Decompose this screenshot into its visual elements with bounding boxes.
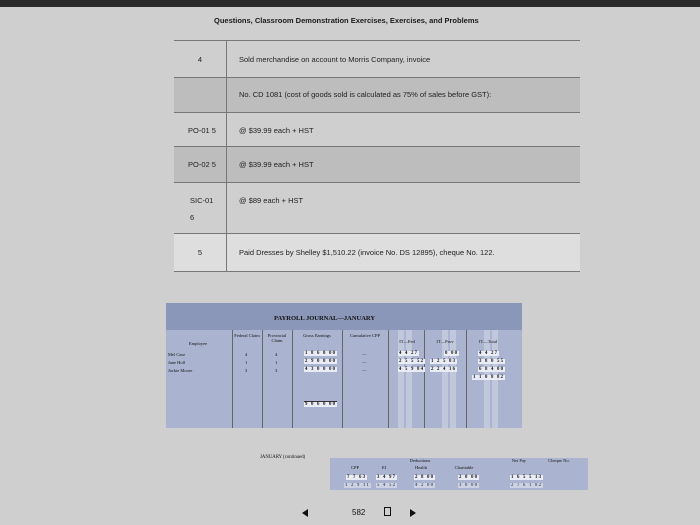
table-row <box>174 78 580 113</box>
row-quantity: 6 <box>190 213 195 222</box>
charitable-value: 3 0 00 <box>459 483 479 488</box>
row-text: @ $89 each + HST <box>239 196 304 205</box>
it-fed: 4 5 9 84 <box>399 367 425 372</box>
federal-claim: 3 <box>245 368 248 373</box>
it-fed: 2 5 5 52 <box>399 359 425 364</box>
cpp-value: 7 7 63 <box>347 475 367 480</box>
it-prov-header: IT—Prov <box>436 339 454 344</box>
gross-earnings: 2 9 0 0 00 <box>305 359 337 364</box>
federal-claim-header: Federal Claim <box>234 333 260 338</box>
federal-claim: 4 <box>245 352 248 357</box>
it-prov: 0 00 <box>445 351 459 356</box>
cumulative-cpp-header: Cumulative CPP <box>349 333 381 338</box>
net-pay-value: 2 7 6 1 82 <box>511 483 543 488</box>
employee-header: Employee <box>188 341 208 346</box>
health-header: Health <box>415 465 427 470</box>
journal-body <box>166 330 522 428</box>
continued-label: JANUARY (continued) <box>260 455 306 460</box>
cumulative-cpp: — <box>362 359 367 364</box>
table-row <box>174 41 580 78</box>
table-row <box>174 113 580 147</box>
it-fed: 4 4 27 <box>399 351 419 356</box>
row-text: Paid Dresses by Shelley $1,510.22 (invoice No. DS 12895), cheque No. 122. <box>239 248 495 257</box>
bookmark-icon[interactable] <box>384 507 391 516</box>
table-row <box>174 147 580 183</box>
health-value: 2 8 00 <box>415 475 435 480</box>
questions-table <box>174 40 580 272</box>
charitable-value: 2 0 00 <box>459 475 479 480</box>
ei-value: 3 4 97 <box>377 475 397 480</box>
it-total: 3 8 0 55 <box>479 359 505 364</box>
journal-title: PAYROLL JOURNAL—JANUARY <box>274 315 376 322</box>
net-pay-header: Net Pay <box>511 458 527 463</box>
row-number: 4 <box>197 55 203 64</box>
row-text: @ $39.99 each + HST <box>239 160 314 169</box>
gross-earnings: 4 3 0 0 00 <box>305 367 337 372</box>
row-code: PO-02 5 <box>188 160 216 169</box>
employee-name: Mel Case <box>168 352 186 357</box>
gross-earnings: 1 8 6 0 00 <box>305 351 337 356</box>
payroll-journal-continued <box>240 450 590 490</box>
it-prov: 2 2 4 16 <box>431 367 457 372</box>
it-total-header: IT—Total <box>479 339 497 344</box>
employee-name: Jane Holl <box>168 360 186 365</box>
row-text: @ $39.99 each + HST <box>239 126 314 135</box>
ei-value: 5 4 52 <box>377 483 397 488</box>
cumulative-cpp: — <box>362 351 367 356</box>
ei-header: EI <box>381 465 387 470</box>
page-number: 582 <box>352 508 366 517</box>
deductions-header: Deductions <box>409 458 431 463</box>
it-total-sum: 1 1 0 8 82 <box>473 375 505 380</box>
provincial-claim: 4 <box>275 352 278 357</box>
employee-name: Jackie Moore <box>168 368 193 373</box>
row-text: No. CD 1081 (cost of goods sold is calculated as 75% of sales before GST): <box>239 90 492 99</box>
federal-claim: 1 <box>245 360 248 365</box>
provincial-claim: 3 <box>275 368 278 373</box>
cumulative-cpp: — <box>362 367 367 372</box>
top-bar <box>0 0 700 7</box>
table-row <box>174 183 580 234</box>
provincial-claim: 1 <box>275 360 278 365</box>
row-code: PO-01 5 <box>188 126 216 135</box>
table-row <box>174 234 580 272</box>
it-total: 6 8 4 00 <box>479 367 505 372</box>
cheque-header: Cheque No. <box>548 458 570 463</box>
net-pay-value: 1 6 5 5 13 <box>511 475 543 480</box>
gross-earnings-header: Gross Earnings <box>303 333 331 338</box>
row-code: SIC-01 <box>190 196 214 205</box>
payroll-journal <box>166 303 522 428</box>
charitable-header: Charitable <box>454 465 474 470</box>
it-prov: 1 2 5 03 <box>431 359 457 364</box>
gross-total: 9 0 6 0 00 <box>305 402 337 407</box>
health-value: 4 2 00 <box>415 483 435 488</box>
provincial-claim-header: Provincial Claim <box>267 333 287 343</box>
next-page-icon[interactable] <box>410 509 416 517</box>
it-total: 4 4 27 <box>479 351 499 356</box>
row-number: 5 <box>197 248 203 257</box>
previous-page-icon[interactable] <box>302 509 308 517</box>
page-title: Questions, Classroom Demonstration Exercises, Exercises, and Problems <box>214 16 479 25</box>
cpp-value: 1 2 9 11 <box>345 483 370 488</box>
row-text: Sold merchandise on account to Morris Company, invoice <box>239 55 431 64</box>
it-fed-header: IT—Fed <box>399 339 415 344</box>
cpp-header: CPP <box>350 465 359 470</box>
